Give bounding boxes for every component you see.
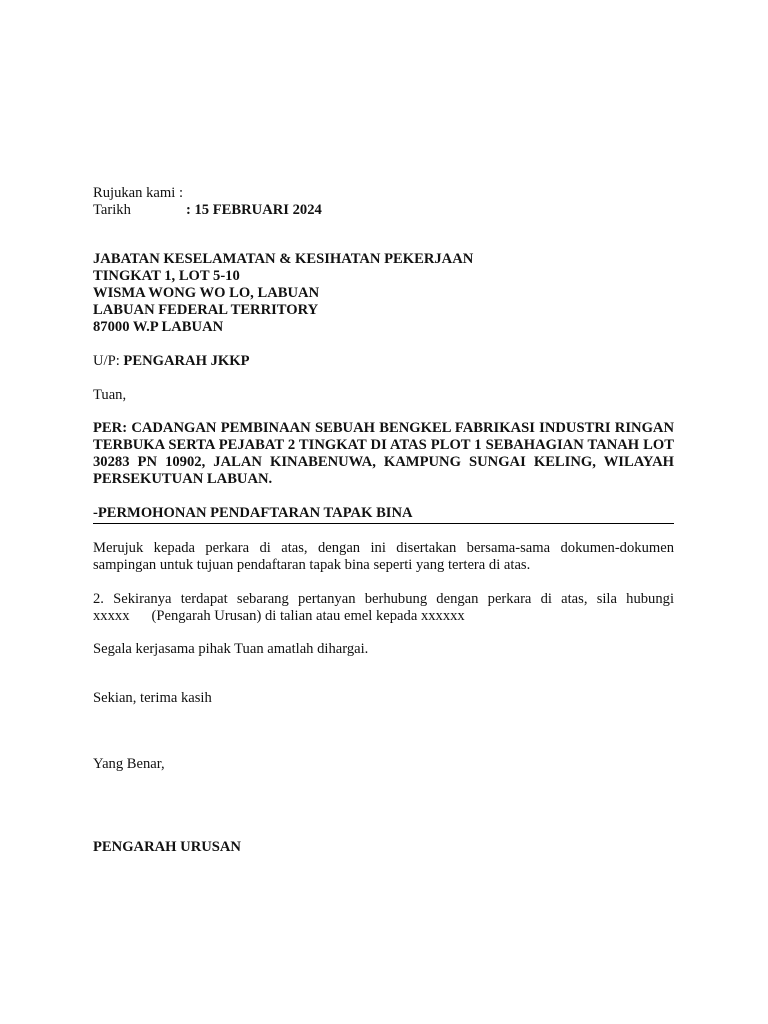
recipient-address: [93, 251, 674, 336]
body-paragraph-3: Segala kerjasama pihak Tuan amatlah dihargai.: [93, 641, 369, 657]
recipient-line: 87000 W.P LABUAN: [93, 319, 224, 335]
closing-regards: Yang Benar,: [93, 756, 165, 772]
signatory-title: PENGARAH URUSAN: [93, 839, 241, 855]
attention-prefix: U/P:: [93, 353, 124, 369]
recipient-line: LABUAN FEDERAL TERRITORY: [93, 302, 319, 318]
date-value: : 15 FEBRUARI 2024: [186, 202, 322, 218]
date-line: [93, 202, 674, 219]
contact-person: xxxxx: [93, 608, 130, 624]
body-paragraph-2: [93, 591, 674, 625]
recipient-line: TINGKAT 1, LOT 5-10: [93, 268, 240, 284]
paragraph-2-line-1: 2. Sekiranya terdapat sebarang pertanyan berhubung dengan perkara di atas, sila hubungi: [93, 591, 674, 607]
attention-name: PENGARAH JKKP: [123, 353, 250, 369]
date-label: Tarikh: [93, 202, 131, 218]
closing-thanks: Sekian, terima kasih: [93, 690, 212, 706]
recipient-line: JABATAN KESELAMATAN & KESIHATAN PEKERJAAN: [93, 251, 474, 267]
body-paragraph-1: Merujuk kepada perkara di atas, dengan ini disertakan bersama-sama dokumen-dokumen sampingan untuk tujuan pendaftaran tapak bina seperti yang tertera di atas.: [93, 540, 674, 573]
paragraph-2-line-2: [93, 608, 674, 625]
reference-line: [93, 185, 674, 202]
contact-details: (Pengarah Urusan) di talian atau emel kepada xxxxxx: [151, 608, 465, 624]
subject-subline: -PERMOHONAN PENDAFTARAN TAPAK BINA: [93, 505, 674, 524]
salutation: Tuan,: [93, 387, 127, 403]
subject-heading: PER: CADANGAN PEMBINAAN SEBUAH BENGKEL FABRIKASI INDUSTRI RINGAN TERBUKA SERTA PEJABAT 2 TINGKAT DI ATAS PLOT 1 SEBAHAGIAN TANAH LOT 30283 PN 10902, JALAN KINABENUWA, KAMPUNG SUNGAI KELING, WILAYAH PERSEKUTUAN LABUAN.: [93, 420, 674, 487]
recipient-line: WISMA WONG WO LO, LABUAN: [93, 285, 320, 301]
reference-label: Rujukan kami :: [93, 185, 184, 201]
attention-line: [93, 353, 674, 370]
letter-page: [93, 185, 674, 856]
